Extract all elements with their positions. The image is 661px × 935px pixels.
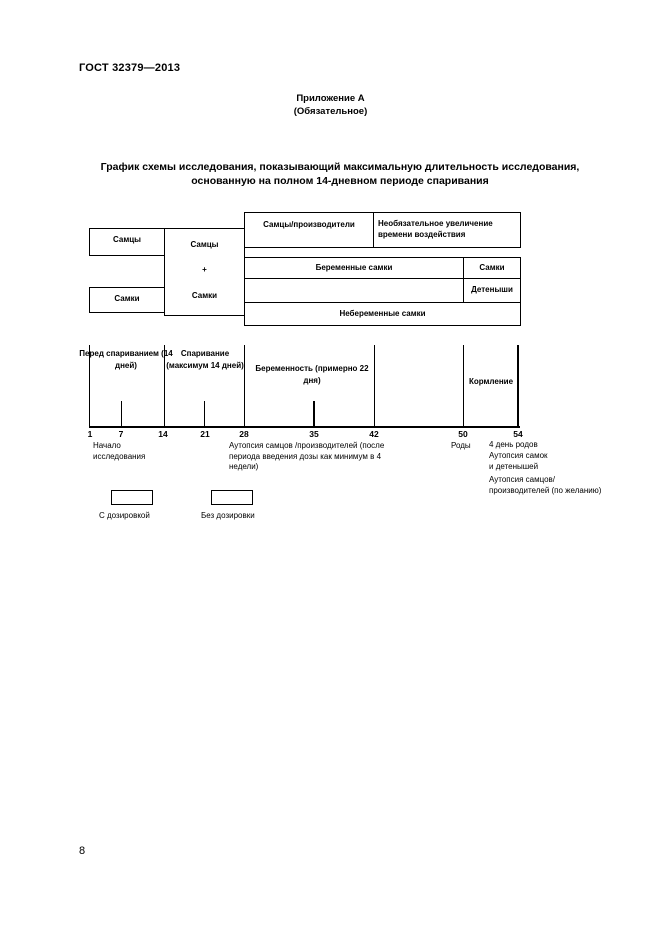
males-box (89, 228, 165, 256)
tick-day14: 14 (158, 429, 168, 439)
divider-day42 (374, 345, 375, 427)
standard-header: ГОСТ 32379—2013 (79, 62, 181, 74)
annotation-day4-necropsy: Аутопсия самок и детенышей (489, 451, 548, 471)
tick-day21: 21 (200, 429, 210, 439)
mixed-box (164, 228, 245, 316)
tick-day35: 35 (309, 429, 319, 439)
figure-title-line-1: График схемы исследования, показывающий максимальную длительность исследования, (100, 161, 580, 173)
phase-mating: Спаривание (максимум 14 дней) (166, 349, 244, 370)
nonpregnant-females-box (244, 302, 521, 326)
males-producers-box (244, 212, 374, 248)
tick-day54: 54 (513, 429, 523, 439)
timeline-axis (89, 426, 520, 428)
marker-day21 (204, 401, 205, 427)
marker-day35 (313, 401, 315, 427)
annotation-start: Начало исследования (93, 441, 146, 461)
tick-day7: 7 (118, 429, 124, 439)
pregnant-females-box (244, 257, 464, 279)
optional-exposure-label: Необязательное увеличение времени воздействия (378, 219, 493, 239)
males-producers-label: Самцы/производители (263, 220, 355, 229)
mixed-box-plus: + (202, 265, 207, 274)
tick-day28: 28 (239, 429, 249, 439)
phase-pregnancy: Беременность (примерно 22 дня) (255, 364, 369, 385)
pregnant-females-label: Беременные самки (315, 263, 393, 272)
legend-label-dosed: С дозировкой (99, 511, 150, 520)
mixed-box-females: Самки (191, 291, 218, 300)
appendix-label: Приложение А (296, 93, 365, 104)
phase-lactation: Кормление (468, 377, 514, 386)
pups-box (463, 278, 521, 303)
females-box-label: Самки (114, 294, 140, 303)
females-box (89, 287, 165, 313)
marker-day7 (121, 401, 122, 427)
tick-day50: 50 (458, 429, 468, 439)
males-box-label: Самцы (113, 235, 141, 244)
mixed-box-males: Самцы (190, 240, 219, 249)
page-number: 8 (79, 845, 86, 857)
pups-label: Детеныши (471, 285, 513, 294)
tick-day42: 42 (369, 429, 379, 439)
divider-day28 (244, 345, 245, 427)
annotation-day4-optional: Аутопсия самцов/производителей (по желанию) (489, 475, 602, 495)
legend-swatch-dosed (111, 490, 153, 505)
phase-premating: Перед спариванием (14 дней) (79, 349, 173, 370)
nonpregnant-females-label: Небеременные самки (339, 309, 426, 318)
optional-exposure-box (373, 212, 521, 248)
legend-label-undosed: Без дозировки (201, 511, 255, 520)
legend-swatch-undosed (211, 490, 253, 505)
figure-title-line-2: основанную на полном 14-дневном периоде спаривания (191, 175, 489, 187)
tick-day1: 1 (87, 429, 93, 439)
females-right-box (463, 257, 521, 279)
females-right-label: Самки (479, 263, 505, 272)
annotation-birth: Роды (451, 441, 471, 450)
appendix-status: (Обязательное) (293, 106, 368, 117)
annotation-male-necropsy: Аутопсия самцов /производителей (после периода введения дозы как минимум в 4 недели) (229, 441, 385, 471)
figure-title (60, 160, 620, 188)
annotation-day4: 4 день родов (489, 440, 538, 449)
